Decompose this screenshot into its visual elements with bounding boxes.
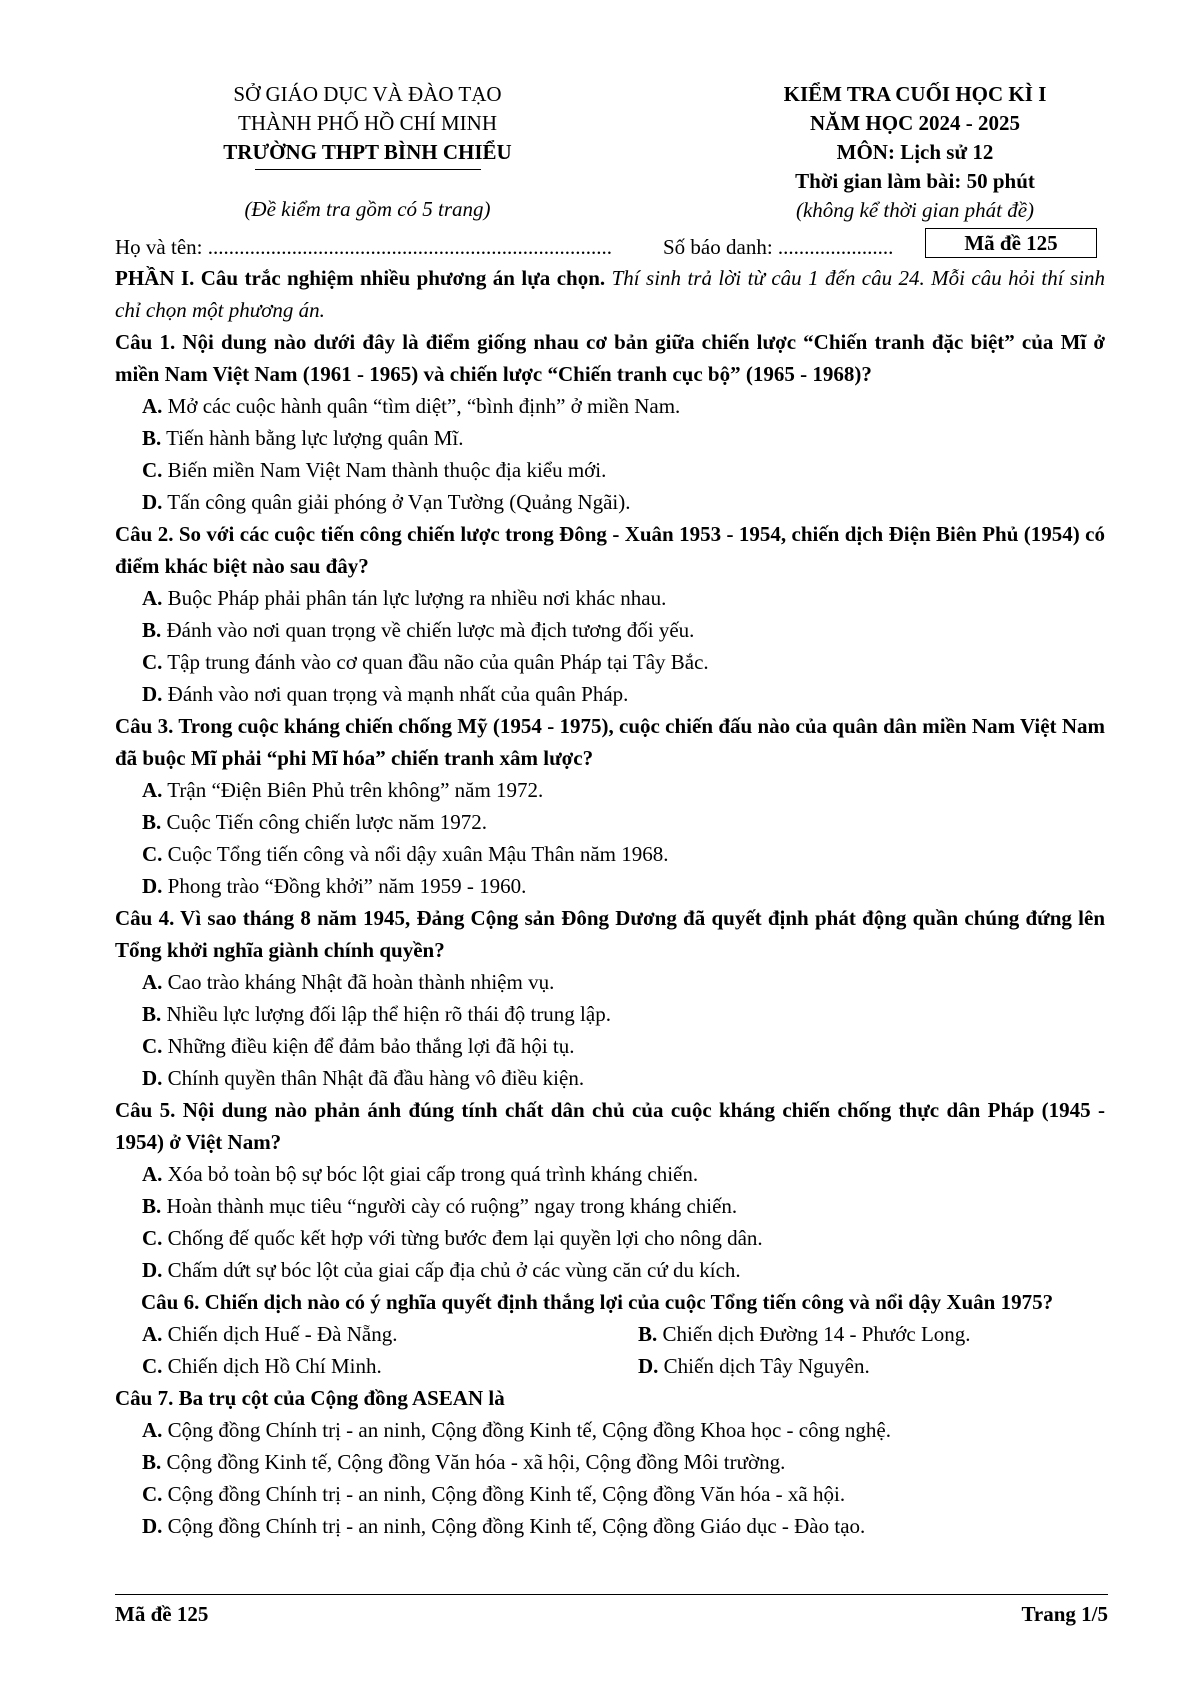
question-2 bbox=[115, 518, 1105, 710]
option-text: Hoàn thành mục tiêu “người cày có ruộng” ngay trong kháng chiến. bbox=[161, 1194, 738, 1218]
student-ident-row bbox=[115, 232, 1105, 262]
question-text: Câu 7. Ba trụ cột của Cộng đồng ASEAN là bbox=[115, 1386, 505, 1410]
question-4 bbox=[115, 902, 1105, 1094]
option-c bbox=[115, 454, 1105, 486]
option-b bbox=[115, 998, 1105, 1030]
option-text: Tập trung đánh vào cơ quan đầu não của quân Pháp tại Tây Bắc. bbox=[162, 650, 709, 674]
question-text: Câu 4. Vì sao tháng 8 năm 1945, Đảng Cộng sản Đông Dương đã quyết định phát động quần chúng đứng lên Tổng khởi nghĩa giành chính quyền? bbox=[115, 906, 1105, 962]
option-letter: D. bbox=[142, 1514, 163, 1538]
option-a bbox=[142, 1318, 638, 1350]
question-6 bbox=[115, 1286, 1105, 1382]
option-d bbox=[115, 1510, 1105, 1542]
option-letter: A. bbox=[142, 1162, 163, 1186]
option-letter: B. bbox=[142, 1450, 162, 1474]
subject: MÔN: Lịch sử 12 bbox=[836, 140, 994, 164]
footer-exam-code: Mã đề 125 bbox=[115, 1602, 209, 1626]
option-b bbox=[115, 422, 1105, 454]
option-c bbox=[115, 646, 1105, 678]
school-underline bbox=[255, 169, 481, 170]
option-d bbox=[115, 1062, 1105, 1094]
question-1 bbox=[115, 326, 1105, 518]
question-text: Câu 2. So với các cuộc tiến công chiến lược trong Đông - Xuân 1953 - 1954, chiến dịch Điện Biên Phủ (1954) có điểm khác biệt nào sau đây? bbox=[115, 522, 1105, 578]
option-letter: D. bbox=[142, 874, 163, 898]
part1-heading bbox=[115, 262, 1105, 326]
option-text: Cộng đồng Chính trị - an ninh, Cộng đồng Kinh tế, Cộng đồng Khoa học - công nghệ. bbox=[162, 1418, 891, 1442]
option-letter: A. bbox=[142, 1322, 163, 1346]
option-text: Chiến dịch Hồ Chí Minh. bbox=[162, 1354, 382, 1378]
option-b bbox=[115, 1446, 1105, 1478]
question-text: Câu 5. Nội dung nào phản ánh đúng tính chất dân chủ của cuộc kháng chiến chống thực dân Pháp (1945 - 1954) ở Việt Nam? bbox=[115, 1098, 1105, 1154]
option-text: Mở các cuộc hành quân “tìm diệt”, “bình định” ở miền Nam. bbox=[162, 394, 681, 418]
student-name-field: Họ và tên: ............................................................................. bbox=[115, 235, 612, 259]
question-text: Câu 6. Chiến dịch nào có ý nghĩa quyết định thắng lợi của cuộc Tổng tiến công và nổi dậy Xuân 1975? bbox=[141, 1290, 1054, 1314]
exam-title: KIỂM TRA CUỐI HỌC KÌ I bbox=[783, 82, 1047, 106]
option-letter: C. bbox=[142, 1226, 163, 1250]
option-d bbox=[638, 1350, 870, 1382]
option-d bbox=[115, 1254, 1105, 1286]
option-letter: A. bbox=[142, 1418, 163, 1442]
option-letter: C. bbox=[142, 1482, 163, 1506]
option-text: Nhiều lực lượng đối lập thể hiện rõ thái độ trung lập. bbox=[161, 1002, 611, 1026]
option-text: Tiến hành bằng lực lượng quân Mĩ. bbox=[161, 426, 464, 450]
option-c bbox=[115, 1478, 1105, 1510]
option-text: Tấn công quân giải phóng ở Vạn Tường (Quảng Ngãi). bbox=[162, 490, 631, 514]
school-year: NĂM HỌC 2024 - 2025 bbox=[810, 111, 1020, 135]
page-footer bbox=[115, 1594, 1108, 1626]
option-letter: B. bbox=[142, 810, 162, 834]
option-letter: B. bbox=[142, 1194, 162, 1218]
option-a bbox=[115, 582, 1105, 614]
option-text: Biến miền Nam Việt Nam thành thuộc địa kiểu mới. bbox=[162, 458, 607, 482]
option-text: Cộng đồng Kinh tế, Cộng đồng Văn hóa - xã hội, Cộng đồng Môi trường. bbox=[161, 1450, 786, 1474]
option-text: Cao trào kháng Nhật đã hoàn thành nhiệm vụ. bbox=[162, 970, 555, 994]
student-number-field: Số báo danh: ...................... bbox=[663, 235, 894, 259]
question-7 bbox=[115, 1382, 1105, 1542]
option-b bbox=[115, 806, 1105, 838]
option-letter: C. bbox=[142, 842, 163, 866]
option-b bbox=[638, 1318, 971, 1350]
option-letter: D. bbox=[142, 682, 163, 706]
question-text: Câu 1. Nội dung nào dưới đây là điểm giống nhau cơ bản giữa chiến lược “Chiến tranh đặc biệt” của Mĩ ở miền Nam Việt Nam (1961 - 1965) và chiến lược “Chiến tranh cục bộ” (1965 - 1968)? bbox=[115, 330, 1105, 386]
exam-code-box: Mã đề 125 bbox=[925, 228, 1097, 258]
option-text: Trận “Điện Biên Phủ trên không” năm 1972. bbox=[162, 778, 544, 802]
exam-duration: Thời gian làm bài: 50 phút bbox=[795, 169, 1035, 193]
city-name: THÀNH PHỐ HỒ CHÍ MINH bbox=[238, 111, 497, 135]
option-a bbox=[115, 966, 1105, 998]
option-row bbox=[115, 1318, 1105, 1350]
department-name: SỞ GIÁO DỤC VÀ ĐÀO TẠO bbox=[233, 82, 502, 106]
option-text: Cuộc Tổng tiến công và nổi dậy xuân Mậu Thân năm 1968. bbox=[162, 842, 669, 866]
option-text: Cộng đồng Chính trị - an ninh, Cộng đồng Kinh tế, Cộng đồng Giáo dục - Đào tạo. bbox=[162, 1514, 866, 1538]
part1-instruction: Thí sinh trả lời từ câu 1 đến câu 24. Mỗi câu hỏi thí sinh chỉ chọn một phương án. bbox=[115, 266, 1105, 322]
question-5 bbox=[115, 1094, 1105, 1286]
option-b bbox=[115, 1190, 1105, 1222]
option-letter: A. bbox=[142, 586, 163, 610]
option-text: Chiến dịch Huế - Đà Nẵng. bbox=[162, 1322, 398, 1346]
option-text: Chống đế quốc kết hợp với từng bước đem lại quyền lợi cho nông dân. bbox=[162, 1226, 763, 1250]
option-text: Phong trào “Đồng khởi” năm 1959 - 1960. bbox=[162, 874, 527, 898]
option-c bbox=[115, 1030, 1105, 1062]
footer-page-number: Trang 1/5 bbox=[1021, 1602, 1108, 1626]
option-text: Xóa bỏ toàn bộ sự bóc lột giai cấp trong quá trình kháng chiến. bbox=[162, 1162, 699, 1186]
option-d bbox=[115, 486, 1105, 518]
option-letter: B. bbox=[142, 1002, 162, 1026]
option-c bbox=[115, 838, 1105, 870]
option-letter: C. bbox=[142, 458, 163, 482]
option-a bbox=[115, 774, 1105, 806]
option-letter: A. bbox=[142, 778, 163, 802]
exam-content bbox=[115, 262, 1105, 1542]
option-letter: B. bbox=[142, 426, 162, 450]
header-left bbox=[115, 80, 620, 224]
option-letter: A. bbox=[142, 970, 163, 994]
question-3 bbox=[115, 710, 1105, 902]
option-b bbox=[115, 614, 1105, 646]
option-a bbox=[115, 1414, 1105, 1446]
option-letter: C. bbox=[142, 1034, 163, 1058]
option-text: Chiến dịch Tây Nguyên. bbox=[658, 1354, 870, 1378]
header-right bbox=[695, 80, 1135, 225]
option-text: Những điều kiện để đảm bảo thắng lợi đã hội tụ. bbox=[162, 1034, 575, 1058]
option-text: Đánh vào nơi quan trọng và mạnh nhất của quân Pháp. bbox=[162, 682, 629, 706]
option-letter: A. bbox=[142, 394, 163, 418]
exam-header bbox=[115, 80, 1105, 258]
option-text: Đánh vào nơi quan trọng về chiến lược mà địch tương đối yếu. bbox=[161, 618, 695, 642]
option-d bbox=[115, 870, 1105, 902]
exam-page bbox=[115, 80, 1105, 1538]
page-count-note: (Đề kiểm tra gồm có 5 trang) bbox=[244, 197, 491, 221]
option-letter: D. bbox=[638, 1354, 659, 1378]
part1-title: PHẦN I. Câu trắc nghiệm nhiều phương án lựa chọn. bbox=[115, 266, 606, 290]
option-a bbox=[115, 390, 1105, 422]
option-letter: B. bbox=[142, 618, 162, 642]
option-letter: C. bbox=[142, 650, 163, 674]
school-name: TRƯỜNG THPT BÌNH CHIỂU bbox=[223, 140, 512, 164]
option-row bbox=[115, 1350, 1105, 1382]
option-text: Buộc Pháp phải phân tán lực lượng ra nhiều nơi khác nhau. bbox=[162, 586, 667, 610]
option-letter: D. bbox=[142, 490, 163, 514]
option-text: Chính quyền thân Nhật đã đầu hàng vô điều kiện. bbox=[162, 1066, 585, 1090]
option-c bbox=[115, 1222, 1105, 1254]
option-text: Chiến dịch Đường 14 - Phước Long. bbox=[657, 1322, 971, 1346]
option-letter: C. bbox=[142, 1354, 163, 1378]
option-text: Cuộc Tiến công chiến lược năm 1972. bbox=[161, 810, 488, 834]
option-letter: B. bbox=[638, 1322, 658, 1346]
option-text: Chấm dứt sự bóc lột của giai cấp địa chủ ở các vùng căn cứ du kích. bbox=[162, 1258, 741, 1282]
option-text: Cộng đồng Chính trị - an ninh, Cộng đồng Kinh tế, Cộng đồng Văn hóa - xã hội. bbox=[162, 1482, 846, 1506]
duration-note: (không kể thời gian phát đề) bbox=[795, 198, 1035, 222]
option-d bbox=[115, 678, 1105, 710]
option-letter: D. bbox=[142, 1066, 163, 1090]
question-text: Câu 3. Trong cuộc kháng chiến chống Mỹ (1954 - 1975), cuộc chiến đấu nào của quân dân miền Nam Việt Nam đã buộc Mĩ phải “phi Mĩ hóa” chiến tranh xâm lược? bbox=[115, 714, 1105, 770]
option-letter: D. bbox=[142, 1258, 163, 1282]
option-c bbox=[142, 1350, 638, 1382]
option-a bbox=[115, 1158, 1105, 1190]
